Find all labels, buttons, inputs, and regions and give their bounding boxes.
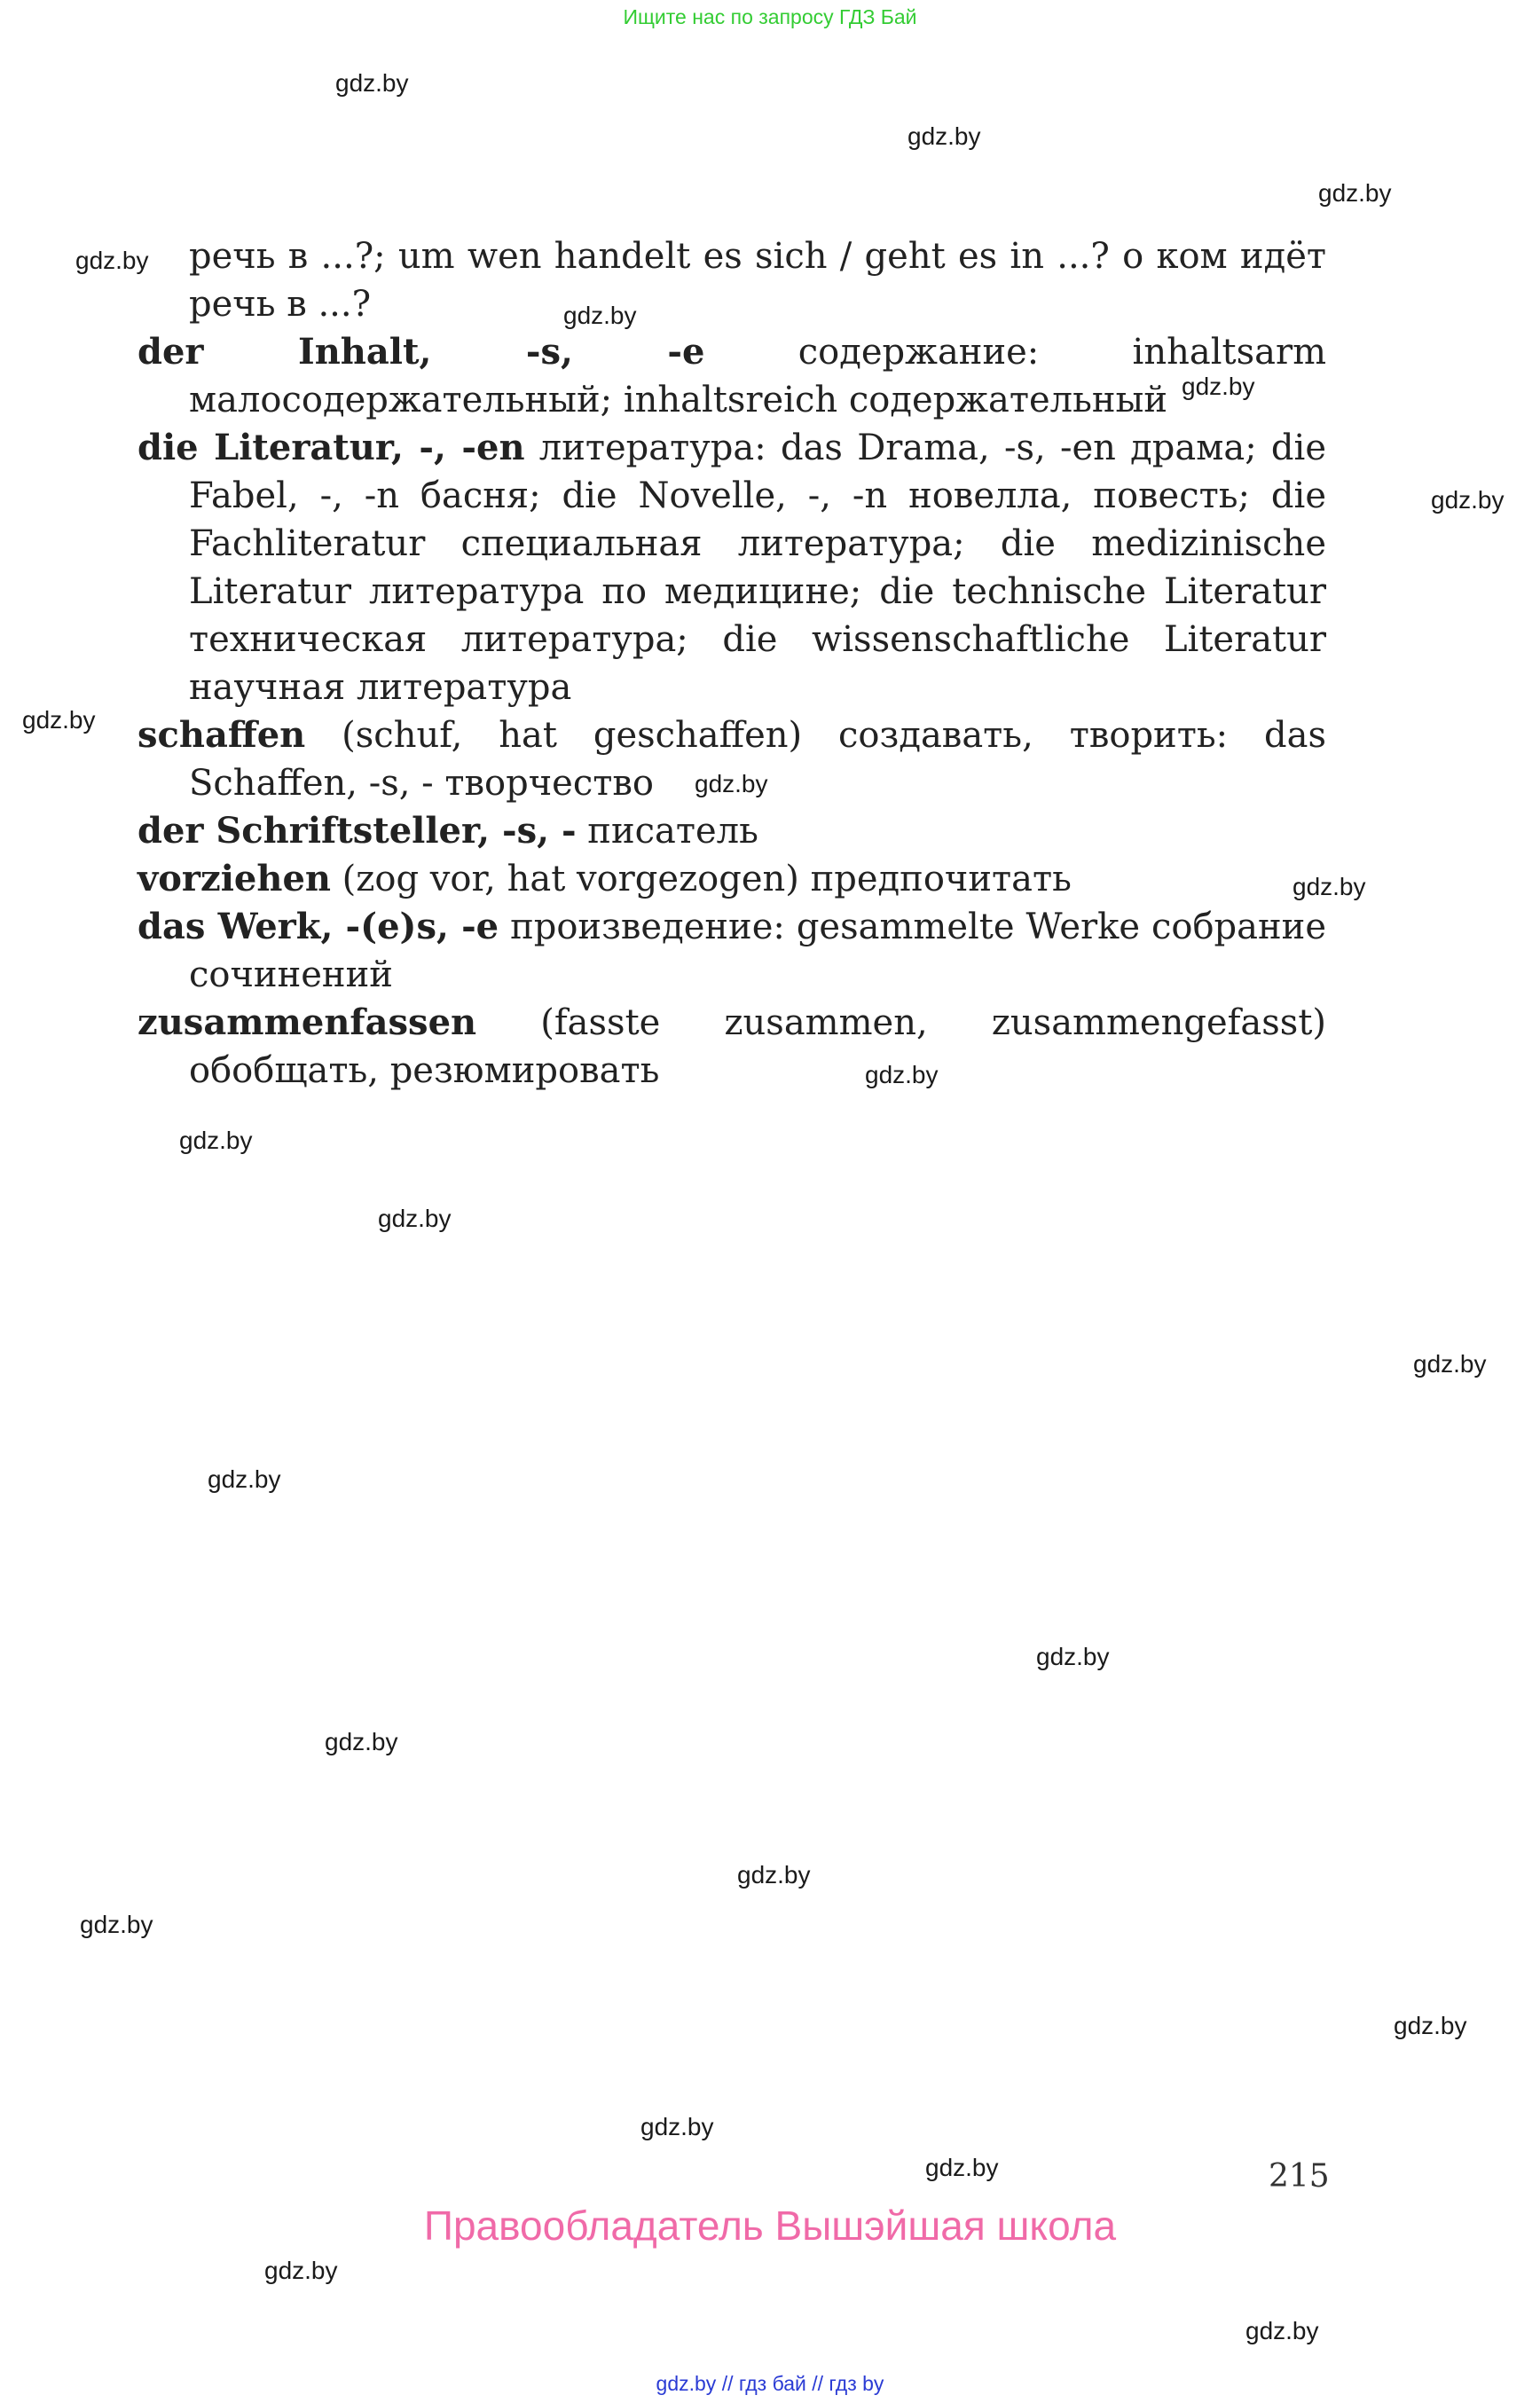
entry-text: писатель	[576, 811, 758, 852]
entry-text: (schuf, hat geschaffen) создавать, творить: das Schaffen, -s, - творчество	[189, 715, 1326, 804]
watermark: gdz.by	[1292, 873, 1366, 900]
entry-headword: das Werk, -(e)s, -e	[138, 906, 499, 947]
entry-headword: vorziehen	[138, 858, 331, 899]
watermark: gdz.by	[325, 1728, 398, 1755]
watermark: gdz.by	[865, 1061, 939, 1088]
dictionary-entry	[138, 424, 1326, 711]
entry-text: (fasste zusammen, zusammengefasst) обобщать, резюмировать	[189, 1002, 1326, 1091]
watermark: gdz.by	[1245, 2317, 1319, 2344]
dictionary-entry	[138, 232, 1326, 328]
watermark: gdz.by	[208, 1465, 281, 1493]
bottom-links[interactable]: gdz.by // гдз бай // гдз by	[656, 2372, 884, 2395]
dictionary-entry	[138, 999, 1326, 1095]
watermark: gdz.by	[378, 1205, 452, 1232]
watermark: gdz.by	[22, 706, 96, 734]
entry-headword: die Literatur, -, -en	[138, 427, 525, 468]
watermark: gdz.by	[1413, 1350, 1487, 1378]
entry-headword: zusammenfassen	[138, 1001, 477, 1043]
watermark: gdz.by	[1318, 179, 1392, 207]
entry-text: речь в ...?; um wen handelt es sich / geht es in ...? о ком идёт речь в ...?	[189, 236, 1326, 325]
watermark: gdz.by	[563, 302, 637, 329]
entry-text: (zog vor, hat vorgezogen) предпочитать	[330, 859, 1072, 899]
dictionary-entry	[138, 807, 1326, 855]
watermark: gdz.by	[1431, 486, 1505, 514]
top-banner[interactable]: Ищите нас по запросу ГДЗ Бай	[623, 5, 917, 28]
entry-headword: schaffen	[138, 714, 306, 756]
page-number: 215	[1269, 2158, 1330, 2195]
dictionary-entry	[138, 903, 1326, 999]
dictionary-entry	[138, 855, 1326, 903]
copyright-notice: Правообладатель Вышэйшая школа	[423, 2203, 1117, 2249]
watermark: gdz.by	[1182, 373, 1255, 400]
entry-headword: der Inhalt, -s, -e	[138, 331, 705, 373]
entry-headword: der Schriftsteller, -s, -	[138, 810, 577, 852]
entry-text: содержание: inhaltsarm малосодержательный; inhaltsreich содержательный	[189, 332, 1326, 420]
watermark: gdz.by	[264, 2257, 338, 2284]
watermark: gdz.by	[908, 122, 981, 150]
watermark: gdz.by	[695, 770, 768, 797]
watermark: gdz.by	[640, 2113, 714, 2140]
watermark: gdz.by	[1036, 1643, 1110, 1670]
entry-text: литература: das Drama, -s, -en драма; die Fabel, -, -n басня; die Novelle, -, -n новелла, повесть; die Fachliteratur специальная литература; die medizinische Literatur литература по медицине; die technische Literatur техническая литература; die wissenschaftliche Literatur научная литература	[189, 428, 1327, 708]
watermark: gdz.by	[179, 1127, 253, 1154]
watermark: gdz.by	[737, 1861, 811, 1889]
dictionary-content	[138, 232, 1326, 1095]
entry-text: произведение: gesammelte Werke собрание сочинений	[189, 907, 1327, 995]
watermark: gdz.by	[75, 247, 149, 274]
watermark: gdz.by	[925, 2154, 999, 2181]
dictionary-entry	[138, 328, 1326, 424]
watermark: gdz.by	[335, 69, 409, 97]
watermark: gdz.by	[80, 1911, 153, 1938]
watermark: gdz.by	[1394, 2012, 1467, 2039]
